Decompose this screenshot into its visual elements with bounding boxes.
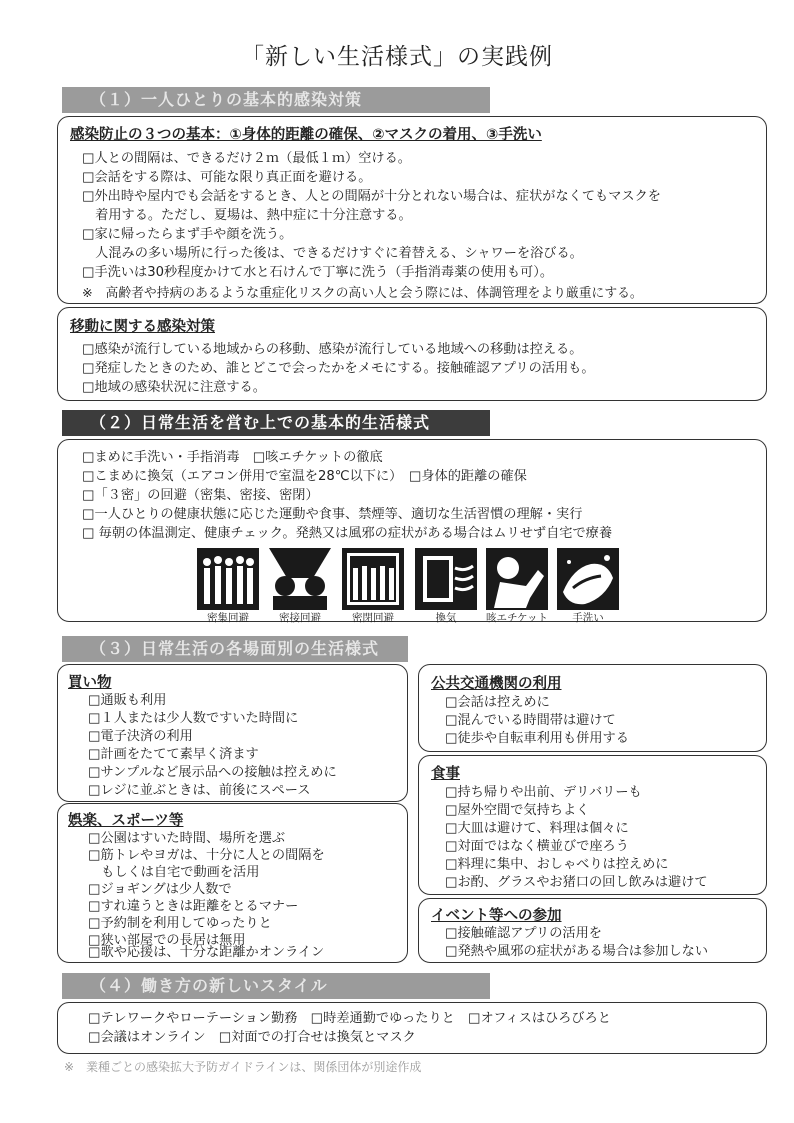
page-title: 「新しい生活様式」の実践例 <box>241 44 553 70</box>
footnote: ※ 業種ごとの感染拡大予防ガイドラインは、関係団体が別途作成 <box>64 1060 422 1074</box>
basics-line: 着用する。ただし、夏場は、熱中症に十分注意する。 <box>82 208 412 223</box>
basics-box <box>57 116 767 304</box>
crowd-icon <box>197 548 259 610</box>
pictogram-crowd <box>197 548 259 614</box>
transit-line: □混んでいる時間帯は避けて <box>445 713 616 728</box>
pictogram-label: 密閉回避 <box>352 612 394 624</box>
meals-line: □屋外空間で気持ちよく <box>445 803 590 818</box>
basics-line: □家に帰ったらまず手や顔を洗う。 <box>82 227 293 242</box>
leisure-line: □すれ違うときは距離をとるマナー <box>88 899 299 914</box>
section-3-heading: （３）日常生活の各場面別の生活様式 <box>62 636 408 662</box>
basics-line: □外出時や屋内でも会話をするとき、人との間隔が十分とれない場合は、症状がなくてもマスクを <box>82 189 661 204</box>
handwash-icon <box>557 548 619 610</box>
daily-line: □「３密」の回避（密集、密接、密閉） <box>82 488 319 503</box>
events-line: □接触確認アプリの活用を <box>445 926 602 941</box>
pictogram-close-contact <box>269 548 331 614</box>
shopping-box <box>57 664 408 802</box>
section-1-heading: （１）一人ひとりの基本的感染対策 <box>62 87 490 113</box>
shopping-line: □レジに並ぶときは、前後にスペース <box>88 783 311 798</box>
basics-line: □手洗いは30秒程度かけて水と石けんで丁寧に洗う（手指消毒薬の使用も可）。 <box>82 265 554 280</box>
shopping-line: □計画をたてて素早く済ます <box>88 747 259 762</box>
daily-life-box <box>57 439 767 622</box>
leisure-box <box>57 803 408 963</box>
leisure-line: □ジョギングは少人数で <box>88 882 232 897</box>
leisure-line: □公園はすいた時間、場所を選ぶ <box>88 831 286 846</box>
movement-line: □発症したときのため、誰とどこで会ったかをメモにする。接触確認アプリの活用も。 <box>82 361 595 376</box>
leisure-heading: 娯楽、スポーツ等 <box>68 813 184 829</box>
events-line: □発熱や風邪の症状がある場合は参加しない <box>445 944 709 959</box>
workstyle-line: □会議はオンライン □対面での打合せは換気とマスク <box>88 1030 416 1045</box>
daily-line: □ 毎朝の体温測定、健康チェック。発熱又は風邪の症状がある場合はムリせず自宅で療養 <box>82 526 613 541</box>
movement-line: □地域の感染状況に注意する。 <box>82 380 266 395</box>
section-4-heading: （４）働き方の新しいスタイル <box>62 973 490 999</box>
transit-line: □会話は控えめに <box>445 695 550 710</box>
pictogram-closed-space <box>342 548 404 614</box>
meals-line: □料理に集中、おしゃべりは控えめに <box>445 857 669 872</box>
shopping-line: □通販も利用 <box>88 693 167 708</box>
basics-line: 人混みの多い場所に行った後は、できるだけすぐに着替える、シャワーを浴びる。 <box>82 246 583 261</box>
meals-line: □持ち帰りや出前、デリバリーも <box>445 785 642 800</box>
events-heading: イベント等への参加 <box>431 908 562 924</box>
leisure-line: □狭い部屋での長居は無用 <box>88 933 246 948</box>
close-contact-icon <box>269 548 331 610</box>
workstyle-box <box>57 1002 767 1054</box>
basics-line: □会話をする際は、可能な限り真正面を避ける。 <box>82 170 372 185</box>
events-box <box>418 898 767 963</box>
pictogram-label: 咳エチケット <box>485 612 549 624</box>
shopping-line: □電子決済の利用 <box>88 729 193 744</box>
workstyle-line: □テレワークやローテーション勤務 □時差通勤でゆったりと □オフィスはひろびろと <box>88 1011 611 1026</box>
leisure-line: □歌や応援は、十分な距離かオンライン <box>88 945 325 960</box>
shopping-line: □１人または少人数ですいた時間に <box>88 711 299 726</box>
movement-box <box>57 307 767 401</box>
transit-box <box>418 664 767 752</box>
basics-heading: 感染防止の３つの基本：①身体的距離の確保、②マスクの着用、③手洗い <box>70 127 542 143</box>
pictogram-label: 密集回避 <box>207 612 249 624</box>
pictogram-label: 手洗い <box>572 612 604 624</box>
pictogram-label: 換気 <box>435 612 457 624</box>
meals-line: □対面ではなく横並びで座ろう <box>445 839 629 854</box>
pictogram-ventilation <box>415 548 477 614</box>
transit-heading: 公共交通機関の利用 <box>431 676 562 692</box>
cough-etiquette-icon <box>486 548 548 610</box>
basics-note: ※ 高齢者や持病のあるような重症化リスクの高い人と会う際には、体調管理をより厳重にする。 <box>82 286 643 301</box>
closed-space-icon <box>342 548 404 610</box>
section-2-heading: （２）日常生活を営む上での基本的生活様式 <box>62 410 490 436</box>
pictogram-cough-etiquette <box>486 548 548 614</box>
leisure-line: □予約制を利用してゆったりと <box>88 916 272 931</box>
leisure-line: もしくは自宅で動画を活用 <box>88 865 260 880</box>
ventilation-icon <box>415 548 477 610</box>
leisure-line: □筋トレやヨガは、十分に人との間隔を <box>88 848 325 863</box>
meals-line: □お酌、グラスやお猪口の回し飲みは避けて <box>445 875 708 890</box>
daily-line: □一人ひとりの健康状態に応じた運動や食事、禁煙等、適切な生活習慣の理解・実行 <box>82 507 583 522</box>
movement-line: □感染が流行している地域からの移動、感染が流行している地域への移動は控える。 <box>82 342 583 357</box>
daily-line: □こまめに換気（エアコン併用で室温を28℃以下に） □身体的距離の確保 <box>82 469 527 484</box>
basics-line: □人との間隔は、できるだけ２ｍ（最低１ｍ）空ける。 <box>82 151 411 166</box>
pictogram-handwash <box>557 548 619 614</box>
transit-line: □徒歩や自転車利用も併用する <box>445 731 629 746</box>
meals-heading: 食事 <box>431 766 460 782</box>
daily-line: □まめに手洗い・手指消毒 □咳エチケットの徹底 <box>82 450 383 465</box>
shopping-heading: 買い物 <box>68 675 112 691</box>
movement-heading: 移動に関する感染対策 <box>70 319 215 335</box>
meals-line: □大皿は避けて、料理は個々に <box>445 821 629 836</box>
shopping-line: □サンプルなど展示品への接触は控えめに <box>88 765 337 780</box>
pictogram-label: 密接回避 <box>279 612 321 624</box>
meals-box <box>418 755 767 895</box>
